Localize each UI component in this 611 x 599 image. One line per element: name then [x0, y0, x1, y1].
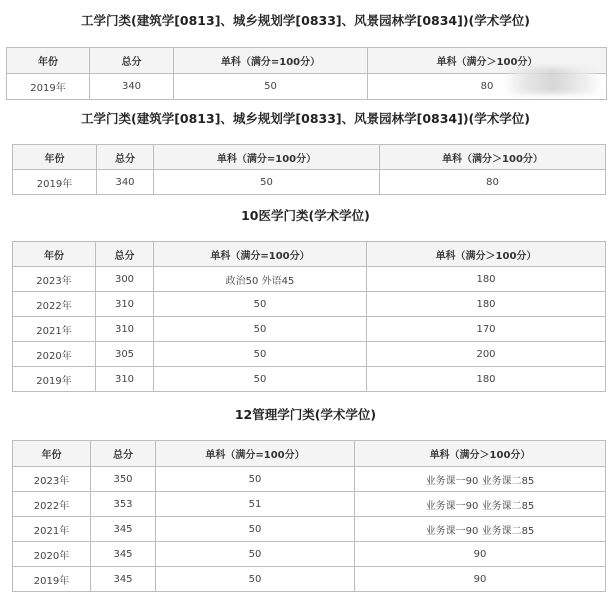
cell-total: 310: [96, 367, 154, 392]
table-row: [13, 342, 606, 367]
score-table: [12, 440, 606, 592]
header-single-over-100: 单科（满分＞100分）: [380, 145, 606, 170]
cell-single-100: 50: [154, 170, 380, 195]
header-single-100: 单科（满分=100分）: [156, 441, 355, 467]
header-single-over-100: 单科（满分＞100分）: [367, 242, 606, 267]
cell-total: 305: [96, 342, 154, 367]
header-year: 年份: [13, 441, 91, 467]
header-row: [13, 441, 606, 467]
cell-single-over-100: 90: [355, 567, 606, 592]
header-single-100: 单科（满分=100分）: [154, 145, 380, 170]
cell-total: 353: [91, 492, 156, 517]
section-title: 工学门类(建筑学[0813]、城乡规划学[0833]、风景园林学[0834])(学术学位): [80, 111, 530, 126]
cell-year: 2019年: [13, 567, 91, 592]
score-table: [12, 144, 606, 195]
header-year: 年份: [13, 145, 97, 170]
watermark-blur: [503, 68, 603, 94]
cell-year: 2019年: [13, 170, 97, 195]
table-row: [13, 367, 606, 392]
table-row: [13, 542, 606, 567]
header-single-100: 单科（满分=100分）: [154, 242, 367, 267]
cell-year: 2020年: [13, 542, 91, 567]
header-total: 总分: [97, 145, 154, 170]
cell-single-100: 50: [174, 74, 368, 100]
cell-year: 2019年: [7, 74, 90, 100]
cell-year: 2021年: [13, 517, 91, 542]
cell-single-100: 50: [156, 567, 355, 592]
header-total: 总分: [91, 441, 156, 467]
score-table: [12, 241, 606, 392]
cell-single-100: 51: [156, 492, 355, 517]
cell-year: 2019年: [13, 367, 96, 392]
table-row: [13, 267, 606, 292]
cell-single-over-100: 180: [367, 267, 606, 292]
cell-year: 2022年: [13, 492, 91, 517]
header-year: 年份: [13, 242, 96, 267]
table-row: [13, 567, 606, 592]
header-single-over-100: 单科（满分＞100分）: [368, 48, 607, 74]
cell-year: 2021年: [13, 317, 96, 342]
cell-total: 340: [90, 74, 174, 100]
cell-single-100: 50: [154, 367, 367, 392]
cell-total: 350: [91, 467, 156, 492]
cell-year: 2023年: [13, 467, 91, 492]
table-row: [13, 467, 606, 492]
header-row: [13, 145, 606, 170]
cell-single-over-100: 业务课一90 业务课二85: [355, 467, 606, 492]
cell-single-100: 50: [156, 517, 355, 542]
table-row: [13, 517, 606, 542]
table-row: [13, 317, 606, 342]
header-single-100: 单科（满分=100分）: [174, 48, 368, 74]
table-row: [13, 292, 606, 317]
header-total: 总分: [96, 242, 154, 267]
cell-total: 340: [97, 170, 154, 195]
cell-single-over-100: 180: [367, 292, 606, 317]
cell-single-over-100: 200: [367, 342, 606, 367]
cell-year: 2020年: [13, 342, 96, 367]
cell-single-over-100: 170: [367, 317, 606, 342]
cell-total: 345: [91, 542, 156, 567]
header-total: 总分: [90, 48, 174, 74]
cell-single-100: 政治50 外语45: [154, 267, 367, 292]
cell-single-100: 50: [156, 467, 355, 492]
cell-total: 300: [96, 267, 154, 292]
cell-single-over-100: 180: [367, 367, 606, 392]
cell-total: 345: [91, 567, 156, 592]
header-single-over-100: 单科（满分＞100分）: [355, 441, 606, 467]
cell-single-over-100: 80: [368, 74, 607, 100]
cell-single-100: 50: [156, 542, 355, 567]
cell-total: 345: [91, 517, 156, 542]
cell-single-over-100: 业务课一90 业务课二85: [355, 517, 606, 542]
header-year: 年份: [7, 48, 90, 74]
cell-total: 310: [96, 292, 154, 317]
cell-single-100: 50: [154, 342, 367, 367]
header-row: [13, 242, 606, 267]
cell-single-100: 50: [154, 292, 367, 317]
cell-year: 2023年: [13, 267, 96, 292]
cell-year: 2022年: [13, 292, 96, 317]
table-row: [13, 170, 606, 195]
cell-single-over-100: 业务课一90 业务课二85: [355, 492, 606, 517]
section-title: 工学门类(建筑学[0813]、城乡规划学[0833]、风景园林学[0834])(学术学位): [80, 13, 530, 28]
section-title: 12管理学门类(学术学位): [234, 407, 377, 422]
cell-total: 310: [96, 317, 154, 342]
cell-single-100: 50: [154, 317, 367, 342]
cell-single-over-100: 90: [355, 542, 606, 567]
section-title: 10医学门类(学术学位): [241, 208, 370, 223]
table-row: [13, 492, 606, 517]
cell-single-over-100: 80: [380, 170, 606, 195]
